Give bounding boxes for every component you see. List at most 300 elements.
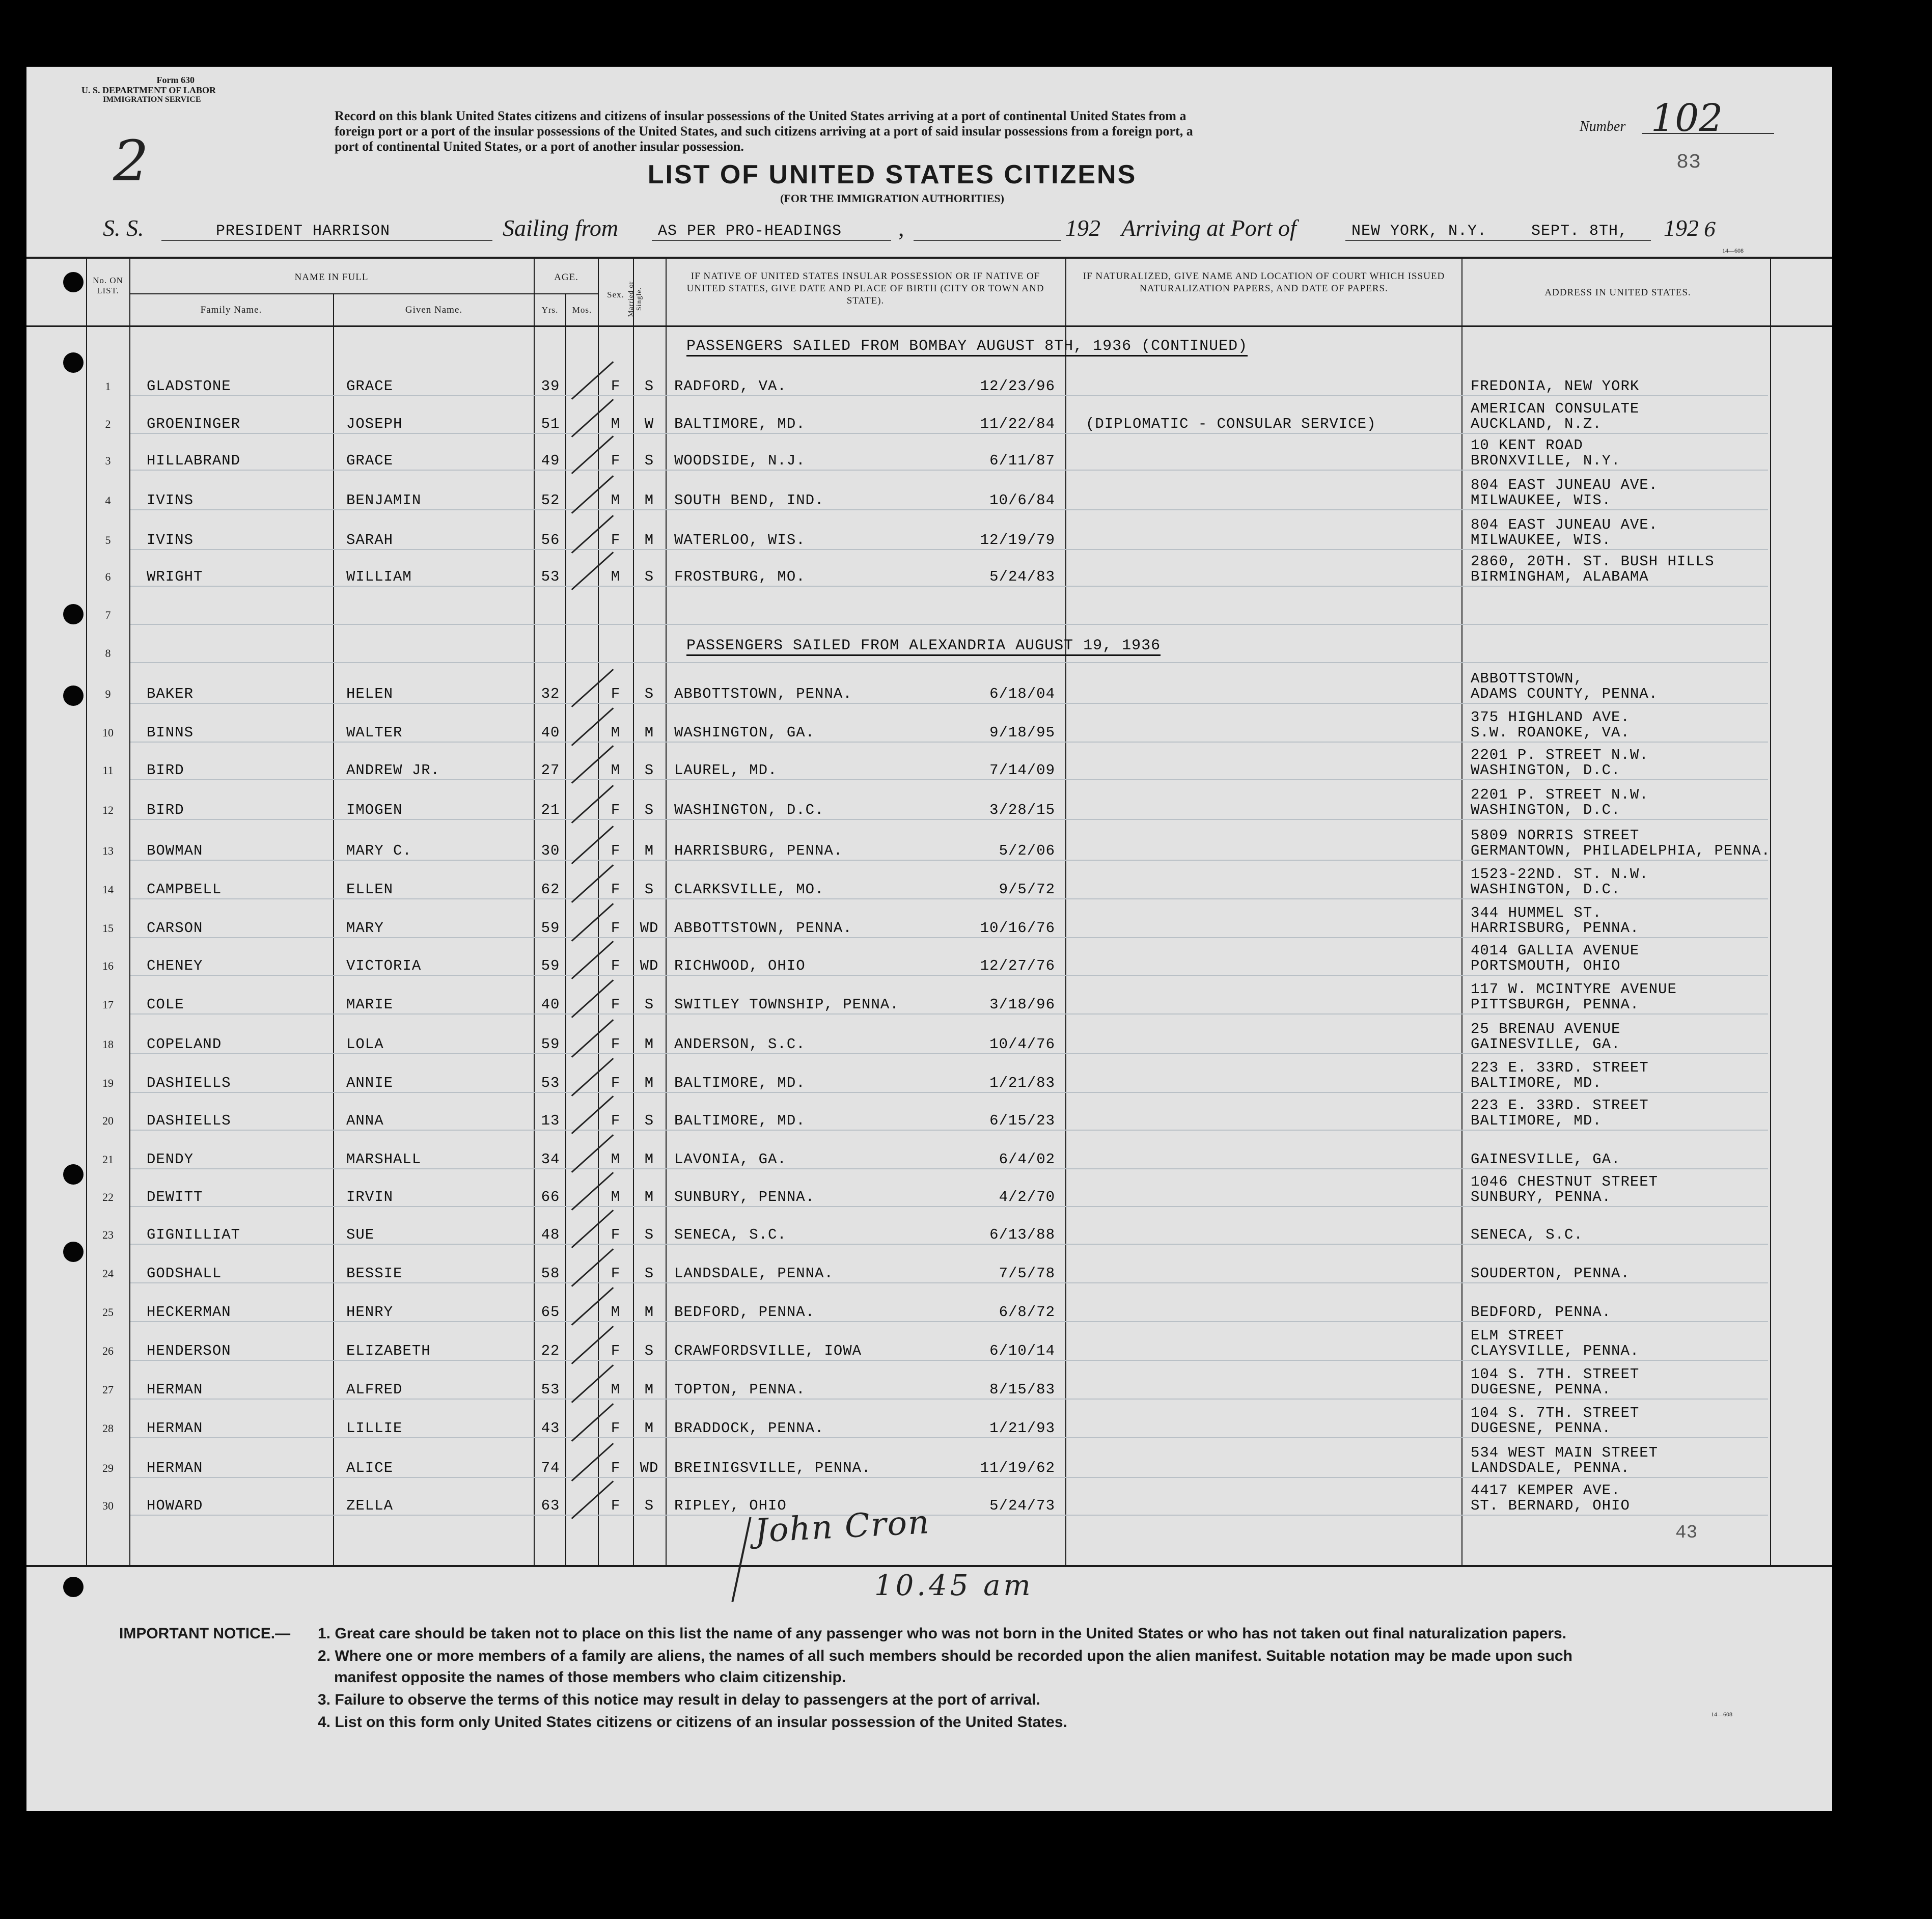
- birth-date: 5/24/73: [989, 1497, 1055, 1514]
- address-line-1: 534 WEST MAIN STREET: [1471, 1444, 1659, 1461]
- section-header-alexandria: PASSENGERS SAILED FROM ALEXANDRIA AUGUST 19, 1936: [686, 637, 1161, 656]
- age-years: 13: [541, 1112, 560, 1129]
- sex-value: F: [611, 842, 621, 859]
- given-name: ALICE: [346, 1460, 394, 1476]
- binder-hole: [63, 352, 84, 373]
- row-number: 23: [102, 1228, 114, 1241]
- birth-date: 3/28/15: [989, 802, 1055, 818]
- department-name: U. S. DEPARTMENT OF LABOR: [81, 85, 216, 95]
- section-header-bombay: PASSENGERS SAILED FROM BOMBAY AUGUST 8TH, 1936 (CONTINUED): [686, 338, 1248, 357]
- birth-place: TOPTON, PENNA.: [674, 1381, 806, 1398]
- row-number: 17: [102, 998, 114, 1011]
- row-number: 1: [105, 380, 111, 393]
- given-name: ANDREW JR.: [346, 762, 440, 779]
- ship-name: PRESIDENT HARRISON: [216, 223, 391, 240]
- row-ruling: [130, 1013, 1768, 1015]
- printer-mark: 14—608: [1722, 247, 1744, 254]
- address-line-2: MILWAUKEE, WIS.: [1471, 532, 1612, 549]
- row-number: 27: [102, 1383, 114, 1396]
- family-name: BIRD: [147, 802, 184, 818]
- address-line-2: HARRISBURG, PENNA.: [1471, 920, 1640, 937]
- row-ruling: [130, 1130, 1768, 1131]
- row-number: 9: [105, 688, 111, 700]
- address-line-2: FREDONIA, NEW YORK: [1471, 378, 1640, 395]
- marital-status: S: [644, 1226, 654, 1243]
- marital-status: S: [644, 996, 654, 1013]
- birth-place: RIPLEY, OHIO: [674, 1497, 787, 1514]
- birth-place: CRAWFORDSVILLE, IOWA: [674, 1342, 862, 1359]
- sex-value: F: [611, 881, 621, 898]
- address-line-2: BALTIMORE, MD.: [1471, 1112, 1602, 1129]
- birth-date: 10/4/76: [989, 1036, 1055, 1053]
- sex-value: F: [611, 920, 621, 937]
- row-ruling: [130, 1437, 1768, 1438]
- row-ruling: [130, 898, 1768, 899]
- sex-value: M: [611, 1304, 621, 1321]
- address-line-2: WASHINGTON, D.C.: [1471, 762, 1621, 779]
- sex-value: F: [611, 532, 621, 549]
- row-ruling: [130, 1399, 1768, 1400]
- birth-date: 6/11/87: [989, 452, 1055, 469]
- birth-date: 1/21/93: [989, 1420, 1055, 1437]
- address-line-1: 104 S. 7TH. STREET: [1471, 1366, 1640, 1383]
- age-years: 22: [541, 1342, 560, 1359]
- instructions-line: Record on this blank United States citizens and citizens of insular possessions of the United States arriving at a port of continental United States from a: [335, 108, 1186, 123]
- age-years: 53: [541, 568, 560, 585]
- birth-date: 4/2/70: [999, 1189, 1055, 1205]
- address-line-2: SOUDERTON, PENNA.: [1471, 1265, 1630, 1282]
- address-line-2: S.W. ROANOKE, VA.: [1471, 724, 1630, 741]
- notice-footer-mark: 14—608: [1711, 1711, 1732, 1718]
- row-ruling: [130, 742, 1768, 743]
- address-line-1: 223 E. 33RD. STREET: [1471, 1097, 1649, 1114]
- birth-place: LAUREL, MD.: [674, 762, 778, 779]
- row-ruling: [130, 1477, 1768, 1478]
- row-number: 5: [105, 534, 111, 546]
- row-number: 14: [102, 883, 114, 896]
- birth-place: SENECA, S.C.: [674, 1226, 787, 1243]
- given-name: ANNIE: [346, 1075, 394, 1091]
- address-line-2: ADAMS COUNTY, PENNA.: [1471, 686, 1659, 702]
- address-line-1: 2201 P. STREET N.W.: [1471, 786, 1649, 803]
- notice-item-4: 4. List on this form only United States citizens or citizens of an insular possession of the United States.: [318, 1714, 1067, 1731]
- given-name: SUE: [346, 1226, 375, 1243]
- given-name: MARIE: [346, 996, 394, 1013]
- address-line-1: 4417 KEMPER AVE.: [1471, 1482, 1621, 1499]
- row-number: 26: [102, 1345, 114, 1357]
- row-number: 10: [102, 726, 114, 739]
- address-line-1: 223 E. 33RD. STREET: [1471, 1059, 1649, 1076]
- row-number: 3: [105, 454, 111, 467]
- birth-date: 5/24/83: [989, 568, 1055, 585]
- address-line-2: SUNBURY, PENNA.: [1471, 1189, 1612, 1205]
- sex-value: M: [611, 416, 621, 432]
- age-years: 66: [541, 1189, 560, 1205]
- family-name: DASHIELLS: [147, 1112, 231, 1129]
- birth-date: 6/18/04: [989, 686, 1055, 702]
- given-name: ELLEN: [346, 881, 394, 898]
- marital-status: S: [644, 1497, 654, 1514]
- marital-status: S: [644, 802, 654, 818]
- marital-status: M: [644, 1420, 654, 1437]
- address-line-2: DUGESNE, PENNA.: [1471, 1381, 1612, 1398]
- family-name: HENDERSON: [147, 1342, 231, 1359]
- year-written: 6: [1704, 218, 1717, 241]
- given-name: JOSEPH: [346, 416, 403, 432]
- marital-status: WD: [640, 920, 659, 937]
- row-ruling: [130, 860, 1768, 861]
- given-name: MARY: [346, 920, 384, 937]
- marital-status: S: [644, 1112, 654, 1129]
- birth-place: ANDERSON, S.C.: [674, 1036, 806, 1053]
- sex-value: M: [611, 1381, 621, 1398]
- row-ruling: [130, 1244, 1768, 1245]
- address-line-2: SENECA, S.C.: [1471, 1226, 1583, 1243]
- row-ruling: [130, 586, 1768, 587]
- birth-place: BEDFORD, PENNA.: [674, 1304, 815, 1321]
- age-years: 39: [541, 378, 560, 395]
- binder-hole: [63, 686, 84, 706]
- birth-place: ABBOTTSTOWN, PENNA.: [674, 920, 852, 937]
- instructions-line: port of continental United States, or a port of another insular possession.: [335, 139, 744, 154]
- sex-value: M: [611, 568, 621, 585]
- marital-status: M: [644, 532, 654, 549]
- marital-status: WD: [640, 1460, 659, 1476]
- col-header-yrs: Yrs.: [541, 305, 559, 315]
- col-header-naturalized: IF NATURALIZED, GIVE NAME AND LOCATION OF COURT WHICH ISSUED NATURALIZATION PAPERS, AND DATE OF PAPERS.: [1083, 271, 1445, 294]
- family-name: GODSHALL: [147, 1265, 222, 1282]
- age-years: 48: [541, 1226, 560, 1243]
- age-years: 21: [541, 802, 560, 818]
- birth-date: 6/8/72: [999, 1304, 1055, 1321]
- given-name: LOLA: [346, 1036, 384, 1053]
- sex-value: F: [611, 802, 621, 818]
- row-number: 8: [105, 647, 111, 660]
- marital-status: S: [644, 1342, 654, 1359]
- marital-status: M: [644, 492, 654, 509]
- marital-status: WD: [640, 957, 659, 974]
- family-name: CAMPBELL: [147, 881, 222, 898]
- given-name: ELIZABETH: [346, 1342, 431, 1359]
- marital-status: M: [644, 1151, 654, 1168]
- address-line-1: 25 BRENAU AVENUE: [1471, 1021, 1621, 1037]
- birth-place: SUNBURY, PENNA.: [674, 1189, 815, 1205]
- col-header-name-in-full: NAME IN FULL: [294, 272, 369, 283]
- row-number: 30: [102, 1499, 114, 1512]
- birth-place: RADFORD, VA.: [674, 378, 787, 395]
- notice-item-3: 3. Failure to observe the terms of this notice may result in delay to passengers at the port of arrival.: [318, 1691, 1040, 1708]
- given-name: WALTER: [346, 724, 403, 741]
- given-name: WILLIAM: [346, 568, 412, 585]
- row-number: 15: [102, 922, 114, 935]
- binder-hole: [63, 604, 84, 624]
- col-header-family-name: Family Name.: [200, 305, 262, 315]
- sex-value: M: [611, 724, 621, 741]
- family-name: HERMAN: [147, 1381, 203, 1398]
- row-number: 2: [105, 418, 111, 430]
- birth-date: 1/21/83: [989, 1075, 1055, 1091]
- birth-date: 3/18/96: [989, 996, 1055, 1013]
- birth-date: 6/4/02: [999, 1151, 1055, 1168]
- birth-place: LANDSDALE, PENNA.: [674, 1265, 834, 1282]
- sailing-from-value: AS PER PRO-HEADINGS: [658, 223, 842, 240]
- family-name: GLADSTONE: [147, 378, 231, 395]
- row-ruling: [130, 470, 1768, 471]
- address-line-1: 2860, 20TH. ST. BUSH HILLS: [1471, 553, 1715, 570]
- marital-status: M: [644, 1381, 654, 1398]
- row-ruling: [130, 1282, 1768, 1283]
- row-number: 6: [105, 570, 111, 583]
- address-line-1: 4014 GALLIA AVENUE: [1471, 942, 1640, 959]
- binder-hole: [63, 272, 84, 292]
- birth-place: ABBOTTSTOWN, PENNA.: [674, 686, 852, 702]
- year-printed: 192: [1664, 215, 1699, 241]
- given-name: VICTORIA: [346, 957, 422, 974]
- marital-status: S: [644, 762, 654, 779]
- address-line-2: BEDFORD, PENNA.: [1471, 1304, 1612, 1321]
- given-name: ANNA: [346, 1112, 384, 1129]
- birth-place: CLARKSVILLE, MO.: [674, 881, 824, 898]
- year-prefix: 192: [1065, 215, 1100, 241]
- naturalization-note: (DIPLOMATIC - CONSULAR SERVICE): [1086, 416, 1376, 432]
- address-line-2: PITTSBURGH, PENNA.: [1471, 996, 1640, 1013]
- address-line-2: LANDSDALE, PENNA.: [1471, 1460, 1630, 1476]
- family-name: DENDY: [147, 1151, 194, 1168]
- birth-date: 12/19/79: [980, 532, 1055, 549]
- family-name: IVINS: [147, 532, 194, 549]
- marital-status: M: [644, 1304, 654, 1321]
- age-years: 74: [541, 1460, 560, 1476]
- row-ruling: [130, 937, 1768, 938]
- given-name: IMOGEN: [346, 802, 403, 818]
- family-name: COPELAND: [147, 1036, 222, 1053]
- row-number: 7: [105, 609, 111, 621]
- sex-value: F: [611, 452, 621, 469]
- family-name: DASHIELLS: [147, 1075, 231, 1091]
- family-name: HERMAN: [147, 1460, 203, 1476]
- birth-place: SOUTH BEND, IND.: [674, 492, 824, 509]
- address-line-2: DUGESNE, PENNA.: [1471, 1420, 1612, 1437]
- notice-item-2: 2. Where one or more members of a family are aliens, the names of all such members should be recorded upon the alien manifest. Suitable notation may be made upon such: [318, 1648, 1572, 1664]
- binder-hole: [63, 1164, 84, 1185]
- birth-date: 12/27/76: [980, 957, 1055, 974]
- number-value: 102: [1651, 96, 1723, 140]
- form-number: Form 630: [156, 75, 195, 85]
- age-years: 49: [541, 452, 560, 469]
- address-line-2: BALTIMORE, MD.: [1471, 1075, 1602, 1091]
- marital-status: S: [644, 378, 654, 395]
- address-line-1: 344 HUMMEL ST.: [1471, 904, 1602, 921]
- age-years: 56: [541, 532, 560, 549]
- page-title: LIST OF UNITED STATES CITIZENS: [647, 160, 1137, 189]
- family-name: BAKER: [147, 686, 194, 702]
- age-years: 62: [541, 881, 560, 898]
- address-line-1: 804 EAST JUNEAU AVE.: [1471, 477, 1659, 494]
- given-name: GRACE: [346, 452, 394, 469]
- address-line-2: AUCKLAND, N.Z.: [1471, 416, 1602, 432]
- family-name: HOWARD: [147, 1497, 203, 1514]
- age-years: 63: [541, 1497, 560, 1514]
- age-years: 34: [541, 1151, 560, 1168]
- age-years: 59: [541, 957, 560, 974]
- family-name: BOWMAN: [147, 842, 203, 859]
- age-years: 27: [541, 762, 560, 779]
- sex-value: M: [611, 762, 621, 779]
- family-name: CHENEY: [147, 957, 203, 974]
- age-years: 40: [541, 724, 560, 741]
- row-ruling: [130, 624, 1768, 625]
- sex-value: F: [611, 1342, 621, 1359]
- row-ruling: [130, 1206, 1768, 1207]
- row-number: 16: [102, 960, 114, 972]
- given-name: ZELLA: [346, 1497, 394, 1514]
- sex-value: F: [611, 1497, 621, 1514]
- address-line-1: AMERICAN CONSULATE: [1471, 400, 1640, 417]
- sex-value: F: [611, 1460, 621, 1476]
- col-header-age: AGE.: [554, 272, 578, 283]
- sex-value: F: [611, 686, 621, 702]
- given-name: IRVIN: [346, 1189, 394, 1205]
- address-line-1: 104 S. 7TH. STREET: [1471, 1405, 1640, 1421]
- birth-date: 9/5/72: [999, 881, 1055, 898]
- page-subtitle: (FOR THE IMMIGRATION AUTHORITIES): [780, 192, 1004, 205]
- age-years: 65: [541, 1304, 560, 1321]
- passenger-count: 43: [1675, 1522, 1698, 1543]
- address-line-1: ELM STREET: [1471, 1327, 1565, 1344]
- birth-date: 10/6/84: [989, 492, 1055, 509]
- sex-value: F: [611, 1226, 621, 1243]
- address-line-2: GERMANTOWN, PHILADELPHIA, PENNA.: [1471, 842, 1771, 859]
- row-number: 13: [102, 844, 114, 857]
- given-name: BESSIE: [346, 1265, 403, 1282]
- row-number: 21: [102, 1153, 114, 1166]
- marital-status: M: [644, 842, 654, 859]
- given-name: HELEN: [346, 686, 394, 702]
- age-years: 51: [541, 416, 560, 432]
- col-header-married: Married or Single.: [627, 281, 643, 317]
- birth-place: WASHINGTON, D.C.: [674, 802, 824, 818]
- sex-value: F: [611, 1036, 621, 1053]
- birth-place: WOODSIDE, N.J.: [674, 452, 806, 469]
- given-name: GRACE: [346, 378, 394, 395]
- birth-place: WATERLOO, WIS.: [674, 532, 806, 549]
- family-name: GIGNILLIAT: [147, 1226, 241, 1243]
- row-ruling: [130, 975, 1768, 976]
- birth-place: HARRISBURG, PENNA.: [674, 842, 843, 859]
- arrival-date: SEPT. 8TH,: [1531, 223, 1629, 240]
- birth-place: BALTIMORE, MD.: [674, 1075, 806, 1091]
- row-ruling: [130, 1092, 1768, 1093]
- instructions-line: foreign port or a port of the insular possessions of the United States, and such citizens arriving at a port of said insular possessions from a foreign port, a: [335, 124, 1193, 139]
- row-ruling: [130, 509, 1768, 510]
- row-number: 24: [102, 1267, 114, 1280]
- sailing-from-label: Sailing from: [503, 215, 619, 241]
- birth-place: SWITLEY TOWNSHIP, PENNA.: [674, 996, 899, 1013]
- row-ruling: [130, 1515, 1768, 1516]
- address-line-2: MILWAUKEE, WIS.: [1471, 492, 1612, 509]
- family-name: BIRD: [147, 762, 184, 779]
- age-years: 32: [541, 686, 560, 702]
- notice-item-1: 1. Great care should be taken not to place on this list the name of any passenger who was not born in the United States or who has not taken out final naturalization papers.: [318, 1625, 1567, 1642]
- age-years: 59: [541, 1036, 560, 1053]
- binder-hole: [63, 1577, 84, 1597]
- birth-date: 6/13/88: [989, 1226, 1055, 1243]
- family-name: COLE: [147, 996, 184, 1013]
- given-name: SARAH: [346, 532, 394, 549]
- page-mark: 83: [1676, 151, 1701, 174]
- notice-item-2-cont: manifest opposite the names of those members who claim citizenship.: [334, 1669, 846, 1686]
- notice-heading: IMPORTANT NOTICE.—: [119, 1625, 291, 1642]
- arriving-label: Arriving at Port of: [1121, 215, 1296, 241]
- age-years: 30: [541, 842, 560, 859]
- row-number: 20: [102, 1114, 114, 1127]
- address-line-2: BIRMINGHAM, ALABAMA: [1471, 568, 1649, 585]
- sex-value: M: [611, 1151, 621, 1168]
- sex-value: F: [611, 957, 621, 974]
- row-ruling: [130, 1321, 1768, 1322]
- row-ruling: [130, 779, 1768, 780]
- birth-date: 9/18/95: [989, 724, 1055, 741]
- row-number: 18: [102, 1038, 114, 1051]
- marital-status: S: [644, 452, 654, 469]
- given-name: LILLIE: [346, 1420, 403, 1437]
- birth-date: 6/10/14: [989, 1342, 1055, 1359]
- marital-status: S: [644, 881, 654, 898]
- given-name: ALFRED: [346, 1381, 403, 1398]
- row-ruling: [130, 433, 1768, 434]
- address-line-1: 117 W. MCINTYRE AVENUE: [1471, 981, 1677, 998]
- birth-date: 6/15/23: [989, 1112, 1055, 1129]
- given-name: HENRY: [346, 1304, 394, 1321]
- comma: ,: [898, 215, 904, 241]
- row-ruling: [130, 549, 1768, 550]
- col-header-no: No. ON LIST.: [93, 276, 123, 295]
- sex-value: M: [611, 1189, 621, 1205]
- address-line-1: ABBOTTSTOWN,: [1471, 670, 1583, 687]
- family-name: IVINS: [147, 492, 194, 509]
- col-header-mos: Mos.: [572, 305, 592, 315]
- birth-date: 7/5/78: [999, 1265, 1055, 1282]
- row-ruling: [130, 395, 1768, 396]
- family-name: GROENINGER: [147, 416, 241, 432]
- number-label: Number: [1580, 119, 1626, 134]
- family-name: HILLABRAND: [147, 452, 241, 469]
- marital-status: W: [644, 416, 654, 432]
- marital-status: M: [644, 1075, 654, 1091]
- address-line-2: ST. BERNARD, OHIO: [1471, 1497, 1630, 1514]
- age-years: 53: [541, 1381, 560, 1398]
- marital-status: M: [644, 724, 654, 741]
- birth-date: 5/2/06: [999, 842, 1055, 859]
- row-number: 19: [102, 1077, 114, 1089]
- marital-status: S: [644, 568, 654, 585]
- birth-date: 10/16/76: [980, 920, 1055, 937]
- sex-value: F: [611, 378, 621, 395]
- col-header-birth: IF NATIVE OF UNITED STATES INSULAR POSSESSION OR IF NATIVE OF UNITED STATES, GIVE DATE AND PLACE OF BIRTH (CITY OR TOWN AND STATE).: [686, 271, 1044, 306]
- row-number: 12: [102, 804, 114, 816]
- port-value: NEW YORK, N.Y.: [1351, 223, 1487, 240]
- birth-date: 12/23/96: [980, 378, 1055, 395]
- row-number: 29: [102, 1462, 114, 1474]
- sex-value: F: [611, 996, 621, 1013]
- address-line-1: 2201 P. STREET N.W.: [1471, 747, 1649, 763]
- address-line-1: 10 KENT ROAD: [1471, 437, 1583, 454]
- marital-status: M: [644, 1036, 654, 1053]
- age-years: 53: [541, 1075, 560, 1091]
- marital-status: S: [644, 686, 654, 702]
- sex-value: F: [611, 1265, 621, 1282]
- address-line-2: CLAYSVILLE, PENNA.: [1471, 1342, 1640, 1359]
